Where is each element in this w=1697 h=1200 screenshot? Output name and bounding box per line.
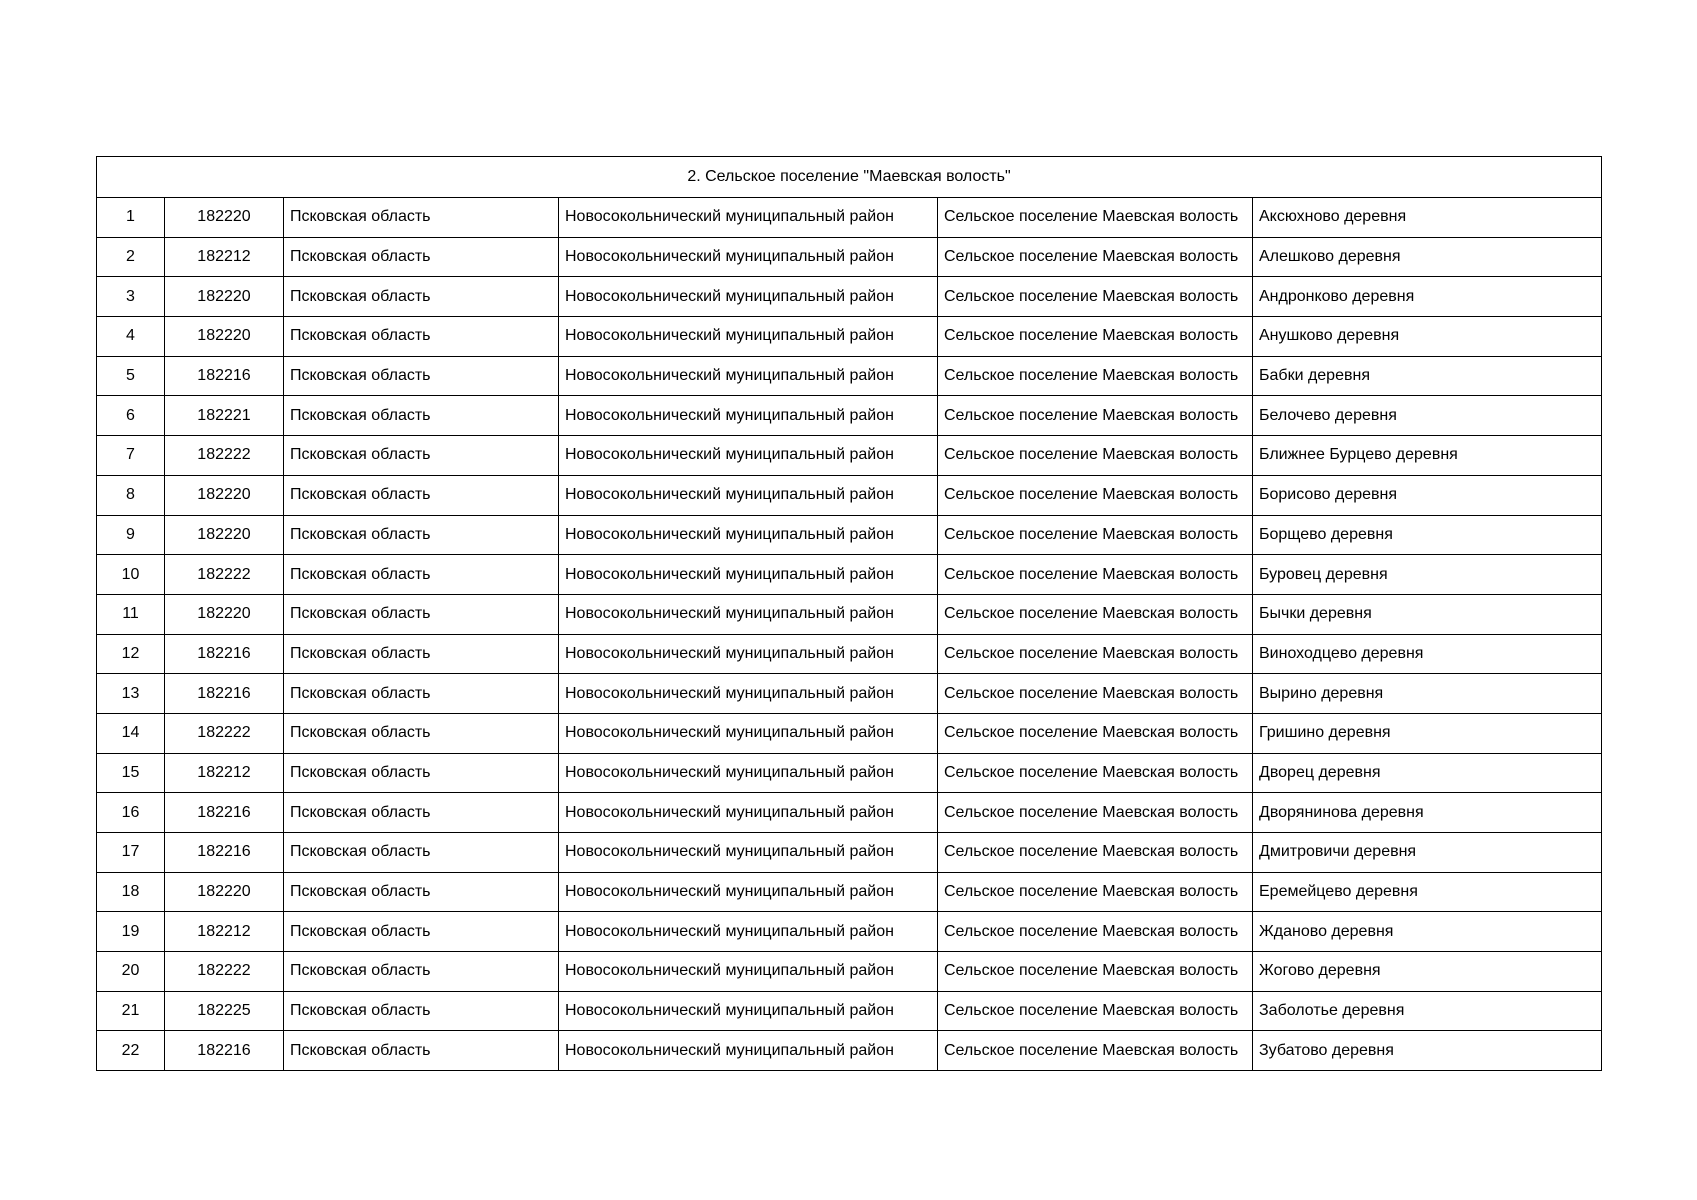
district-name: Новосокольнический муниципальный район <box>559 198 938 238</box>
region-name: Псковская область <box>284 555 559 595</box>
postal-code: 182212 <box>165 912 284 952</box>
locality-name: Алешково деревня <box>1253 237 1602 277</box>
region-name: Псковская область <box>284 594 559 634</box>
locality-name: Борисово деревня <box>1253 475 1602 515</box>
settlement-name: Сельское поселение Маевская волость <box>938 396 1253 436</box>
row-number: 14 <box>97 713 165 753</box>
district-name: Новосокольнический муниципальный район <box>559 317 938 357</box>
region-name: Псковская область <box>284 793 559 833</box>
settlement-name: Сельское поселение Маевская волость <box>938 753 1253 793</box>
table-row <box>97 912 1602 952</box>
row-number: 6 <box>97 396 165 436</box>
district-name: Новосокольнический муниципальный район <box>559 713 938 753</box>
row-number: 9 <box>97 515 165 555</box>
region-name: Псковская область <box>284 198 559 238</box>
district-name: Новосокольнический муниципальный район <box>559 1031 938 1071</box>
settlement-name: Сельское поселение Маевская волость <box>938 237 1253 277</box>
row-number: 7 <box>97 436 165 476</box>
row-number: 3 <box>97 277 165 317</box>
table-row <box>97 277 1602 317</box>
locality-name: Бабки деревня <box>1253 356 1602 396</box>
locality-name: Вырино деревня <box>1253 674 1602 714</box>
district-name: Новосокольнический муниципальный район <box>559 674 938 714</box>
region-name: Псковская область <box>284 912 559 952</box>
row-number: 12 <box>97 634 165 674</box>
locality-name: Жогово деревня <box>1253 952 1602 992</box>
table-row <box>97 1031 1602 1071</box>
table-row <box>97 753 1602 793</box>
postal-code: 182222 <box>165 555 284 595</box>
locality-name: Жданово деревня <box>1253 912 1602 952</box>
row-number: 4 <box>97 317 165 357</box>
district-name: Новосокольнический муниципальный район <box>559 793 938 833</box>
region-name: Псковская область <box>284 713 559 753</box>
row-number: 20 <box>97 952 165 992</box>
table-row <box>97 872 1602 912</box>
region-name: Псковская область <box>284 277 559 317</box>
locality-name: Дворец деревня <box>1253 753 1602 793</box>
settlement-name: Сельское поселение Маевская волость <box>938 793 1253 833</box>
postal-code: 182216 <box>165 356 284 396</box>
row-number: 19 <box>97 912 165 952</box>
row-number: 22 <box>97 1031 165 1071</box>
row-number: 15 <box>97 753 165 793</box>
district-name: Новосокольнический муниципальный район <box>559 237 938 277</box>
postal-code: 182216 <box>165 793 284 833</box>
settlement-name: Сельское поселение Маевская волость <box>938 634 1253 674</box>
table-row <box>97 991 1602 1031</box>
section-title-row <box>97 157 1602 198</box>
table-row <box>97 555 1602 595</box>
locality-name: Бычки деревня <box>1253 594 1602 634</box>
postal-code: 182222 <box>165 436 284 476</box>
row-number: 1 <box>97 198 165 238</box>
postal-code: 182220 <box>165 872 284 912</box>
district-name: Новосокольнический муниципальный район <box>559 277 938 317</box>
region-name: Псковская область <box>284 991 559 1031</box>
row-number: 16 <box>97 793 165 833</box>
row-number: 10 <box>97 555 165 595</box>
region-name: Псковская область <box>284 833 559 873</box>
locality-name: Виноходцево деревня <box>1253 634 1602 674</box>
region-name: Псковская область <box>284 237 559 277</box>
postal-code: 182216 <box>165 634 284 674</box>
district-name: Новосокольнический муниципальный район <box>559 833 938 873</box>
settlement-name: Сельское поселение Маевская волость <box>938 356 1253 396</box>
postal-code: 182220 <box>165 277 284 317</box>
row-number: 2 <box>97 237 165 277</box>
district-name: Новосокольнический муниципальный район <box>559 991 938 1031</box>
row-number: 21 <box>97 991 165 1031</box>
settlement-name: Сельское поселение Маевская волость <box>938 912 1253 952</box>
settlement-name: Сельское поселение Маевская волость <box>938 555 1253 595</box>
table-row <box>97 952 1602 992</box>
settlement-name: Сельское поселение Маевская волость <box>938 436 1253 476</box>
row-number: 11 <box>97 594 165 634</box>
table-row <box>97 237 1602 277</box>
locality-name: Ближнее Бурцево деревня <box>1253 436 1602 476</box>
region-name: Псковская область <box>284 1031 559 1071</box>
district-name: Новосокольнический муниципальный район <box>559 594 938 634</box>
table-row <box>97 594 1602 634</box>
postal-code: 182220 <box>165 594 284 634</box>
postal-code: 182212 <box>165 237 284 277</box>
postal-code: 182220 <box>165 475 284 515</box>
district-name: Новосокольнический муниципальный район <box>559 555 938 595</box>
postal-code: 182222 <box>165 952 284 992</box>
table-row <box>97 713 1602 753</box>
locality-name: Дмитровичи деревня <box>1253 833 1602 873</box>
region-name: Псковская область <box>284 396 559 436</box>
region-name: Псковская область <box>284 952 559 992</box>
table-row <box>97 634 1602 674</box>
settlement-name: Сельское поселение Маевская волость <box>938 277 1253 317</box>
settlement-name: Сельское поселение Маевская волость <box>938 475 1253 515</box>
table-row <box>97 436 1602 476</box>
table-row <box>97 198 1602 238</box>
locality-name: Андронково деревня <box>1253 277 1602 317</box>
settlement-name: Сельское поселение Маевская волость <box>938 713 1253 753</box>
district-name: Новосокольнический муниципальный район <box>559 952 938 992</box>
settlement-name: Сельское поселение Маевская волость <box>938 594 1253 634</box>
postal-code: 182216 <box>165 1031 284 1071</box>
row-number: 17 <box>97 833 165 873</box>
settlement-name: Сельское поселение Маевская волость <box>938 1031 1253 1071</box>
table-row <box>97 515 1602 555</box>
locality-name: Аксюхново деревня <box>1253 198 1602 238</box>
locality-name: Борщево деревня <box>1253 515 1602 555</box>
table-row <box>97 833 1602 873</box>
district-name: Новосокольнический муниципальный район <box>559 475 938 515</box>
locality-name: Зубатово деревня <box>1253 1031 1602 1071</box>
postal-code: 182220 <box>165 515 284 555</box>
row-number: 8 <box>97 475 165 515</box>
row-number: 5 <box>97 356 165 396</box>
postal-code: 182221 <box>165 396 284 436</box>
district-name: Новосокольнический муниципальный район <box>559 753 938 793</box>
region-name: Псковская область <box>284 475 559 515</box>
postal-code: 182220 <box>165 198 284 238</box>
table-row <box>97 356 1602 396</box>
district-name: Новосокольнический муниципальный район <box>559 515 938 555</box>
settlements-table <box>96 156 1602 1071</box>
district-name: Новосокольнический муниципальный район <box>559 436 938 476</box>
region-name: Псковская область <box>284 436 559 476</box>
settlement-name: Сельское поселение Маевская волость <box>938 872 1253 912</box>
locality-name: Дворянинова деревня <box>1253 793 1602 833</box>
table-row <box>97 674 1602 714</box>
postal-code: 182212 <box>165 753 284 793</box>
table-row <box>97 793 1602 833</box>
settlement-name: Сельское поселение Маевская волость <box>938 833 1253 873</box>
region-name: Псковская область <box>284 317 559 357</box>
postal-code: 182225 <box>165 991 284 1031</box>
region-name: Псковская область <box>284 674 559 714</box>
district-name: Новосокольнический муниципальный район <box>559 912 938 952</box>
settlement-name: Сельское поселение Маевская волость <box>938 317 1253 357</box>
table-row <box>97 396 1602 436</box>
region-name: Псковская область <box>284 515 559 555</box>
region-name: Псковская область <box>284 872 559 912</box>
district-name: Новосокольнический муниципальный район <box>559 872 938 912</box>
settlement-name: Сельское поселение Маевская волость <box>938 198 1253 238</box>
region-name: Псковская область <box>284 753 559 793</box>
settlement-name: Сельское поселение Маевская волость <box>938 991 1253 1031</box>
locality-name: Анушково деревня <box>1253 317 1602 357</box>
locality-name: Буровец деревня <box>1253 555 1602 595</box>
postal-code: 182222 <box>165 713 284 753</box>
postal-code: 182216 <box>165 833 284 873</box>
row-number: 13 <box>97 674 165 714</box>
settlement-name: Сельское поселение Маевская волость <box>938 952 1253 992</box>
settlement-name: Сельское поселение Маевская волость <box>938 674 1253 714</box>
region-name: Псковская область <box>284 356 559 396</box>
district-name: Новосокольнический муниципальный район <box>559 396 938 436</box>
postal-code: 182216 <box>165 674 284 714</box>
locality-name: Гришино деревня <box>1253 713 1602 753</box>
district-name: Новосокольнический муниципальный район <box>559 356 938 396</box>
locality-name: Белочево деревня <box>1253 396 1602 436</box>
region-name: Псковская область <box>284 634 559 674</box>
section-title: 2. Сельское поселение "Маевская волость" <box>97 157 1602 198</box>
locality-name: Еремейцево деревня <box>1253 872 1602 912</box>
postal-code: 182220 <box>165 317 284 357</box>
district-name: Новосокольнический муниципальный район <box>559 634 938 674</box>
settlement-name: Сельское поселение Маевская волость <box>938 515 1253 555</box>
table-row <box>97 475 1602 515</box>
row-number: 18 <box>97 872 165 912</box>
table-row <box>97 317 1602 357</box>
locality-name: Заболотье деревня <box>1253 991 1602 1031</box>
